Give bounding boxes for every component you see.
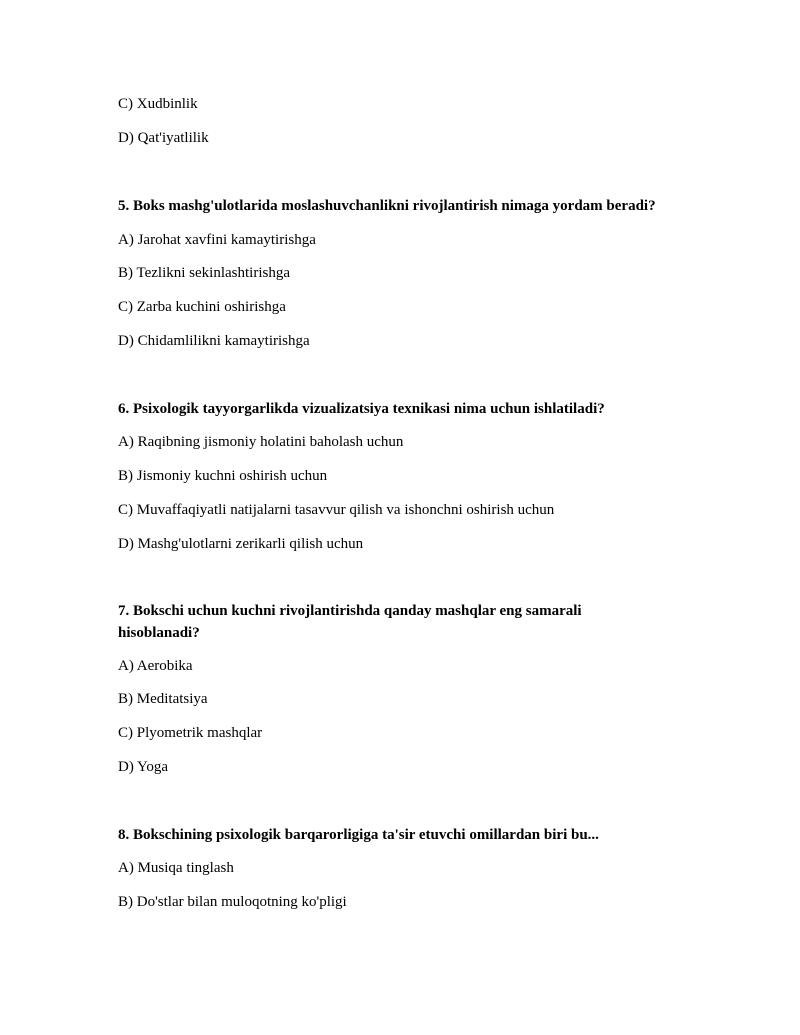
answer-option: B) Tezlikni sekinlashtirishga: [118, 265, 290, 281]
answer-option: D) Qat'iyatlilik: [118, 130, 209, 146]
question-8-text: 8. Bokschining psixologik barqarorligiga ta'sir etuvchi omillardan biri bu...: [118, 827, 599, 843]
answer-option: A) Musiqa tinglash: [118, 860, 234, 876]
question-6-text: 6. Psixologik tayyorgarlikda vizualizatsiya texnikasi nima uchun ishlatiladi?: [118, 401, 605, 417]
answer-option: B) Jismoniy kuchni oshirish uchun: [118, 468, 328, 484]
answer-option: A) Jarohat xavfini kamaytirishga: [118, 232, 316, 248]
question-5-text: 5. Boks mashg'ulotlarida moslashuvchanlikni rivojlantirish nimaga yordam beradi?: [118, 198, 656, 214]
answer-option: B) Meditatsiya: [118, 691, 208, 707]
answer-option: B) Do'stlar bilan muloqotning ko'pligi: [118, 894, 347, 910]
answer-option: D) Chidamlilikni kamaytirishga: [118, 333, 310, 349]
answer-option: A) Raqibning jismoniy holatini baholash uchun: [118, 434, 404, 450]
answer-option: D) Mashg'ulotlarni zerikarli qilish uchun: [118, 536, 364, 552]
answer-option: D) Yoga: [118, 759, 169, 775]
answer-option: C) Muvaffaqiyatli natijalarni tasavvur qilish va ishonchni oshirish uchun: [118, 502, 555, 518]
question-7-text: 7. Bokschi uchun kuchni rivojlantirishda qanday mashqlar eng samarali hisoblanadi?: [118, 603, 582, 641]
answer-option: A) Aerobika: [118, 658, 193, 674]
answer-option: C) Plyometrik mashqlar: [118, 725, 263, 741]
answer-option: C) Zarba kuchini oshirishga: [118, 299, 286, 315]
answer-option: C) Xudbinlik: [118, 96, 198, 112]
